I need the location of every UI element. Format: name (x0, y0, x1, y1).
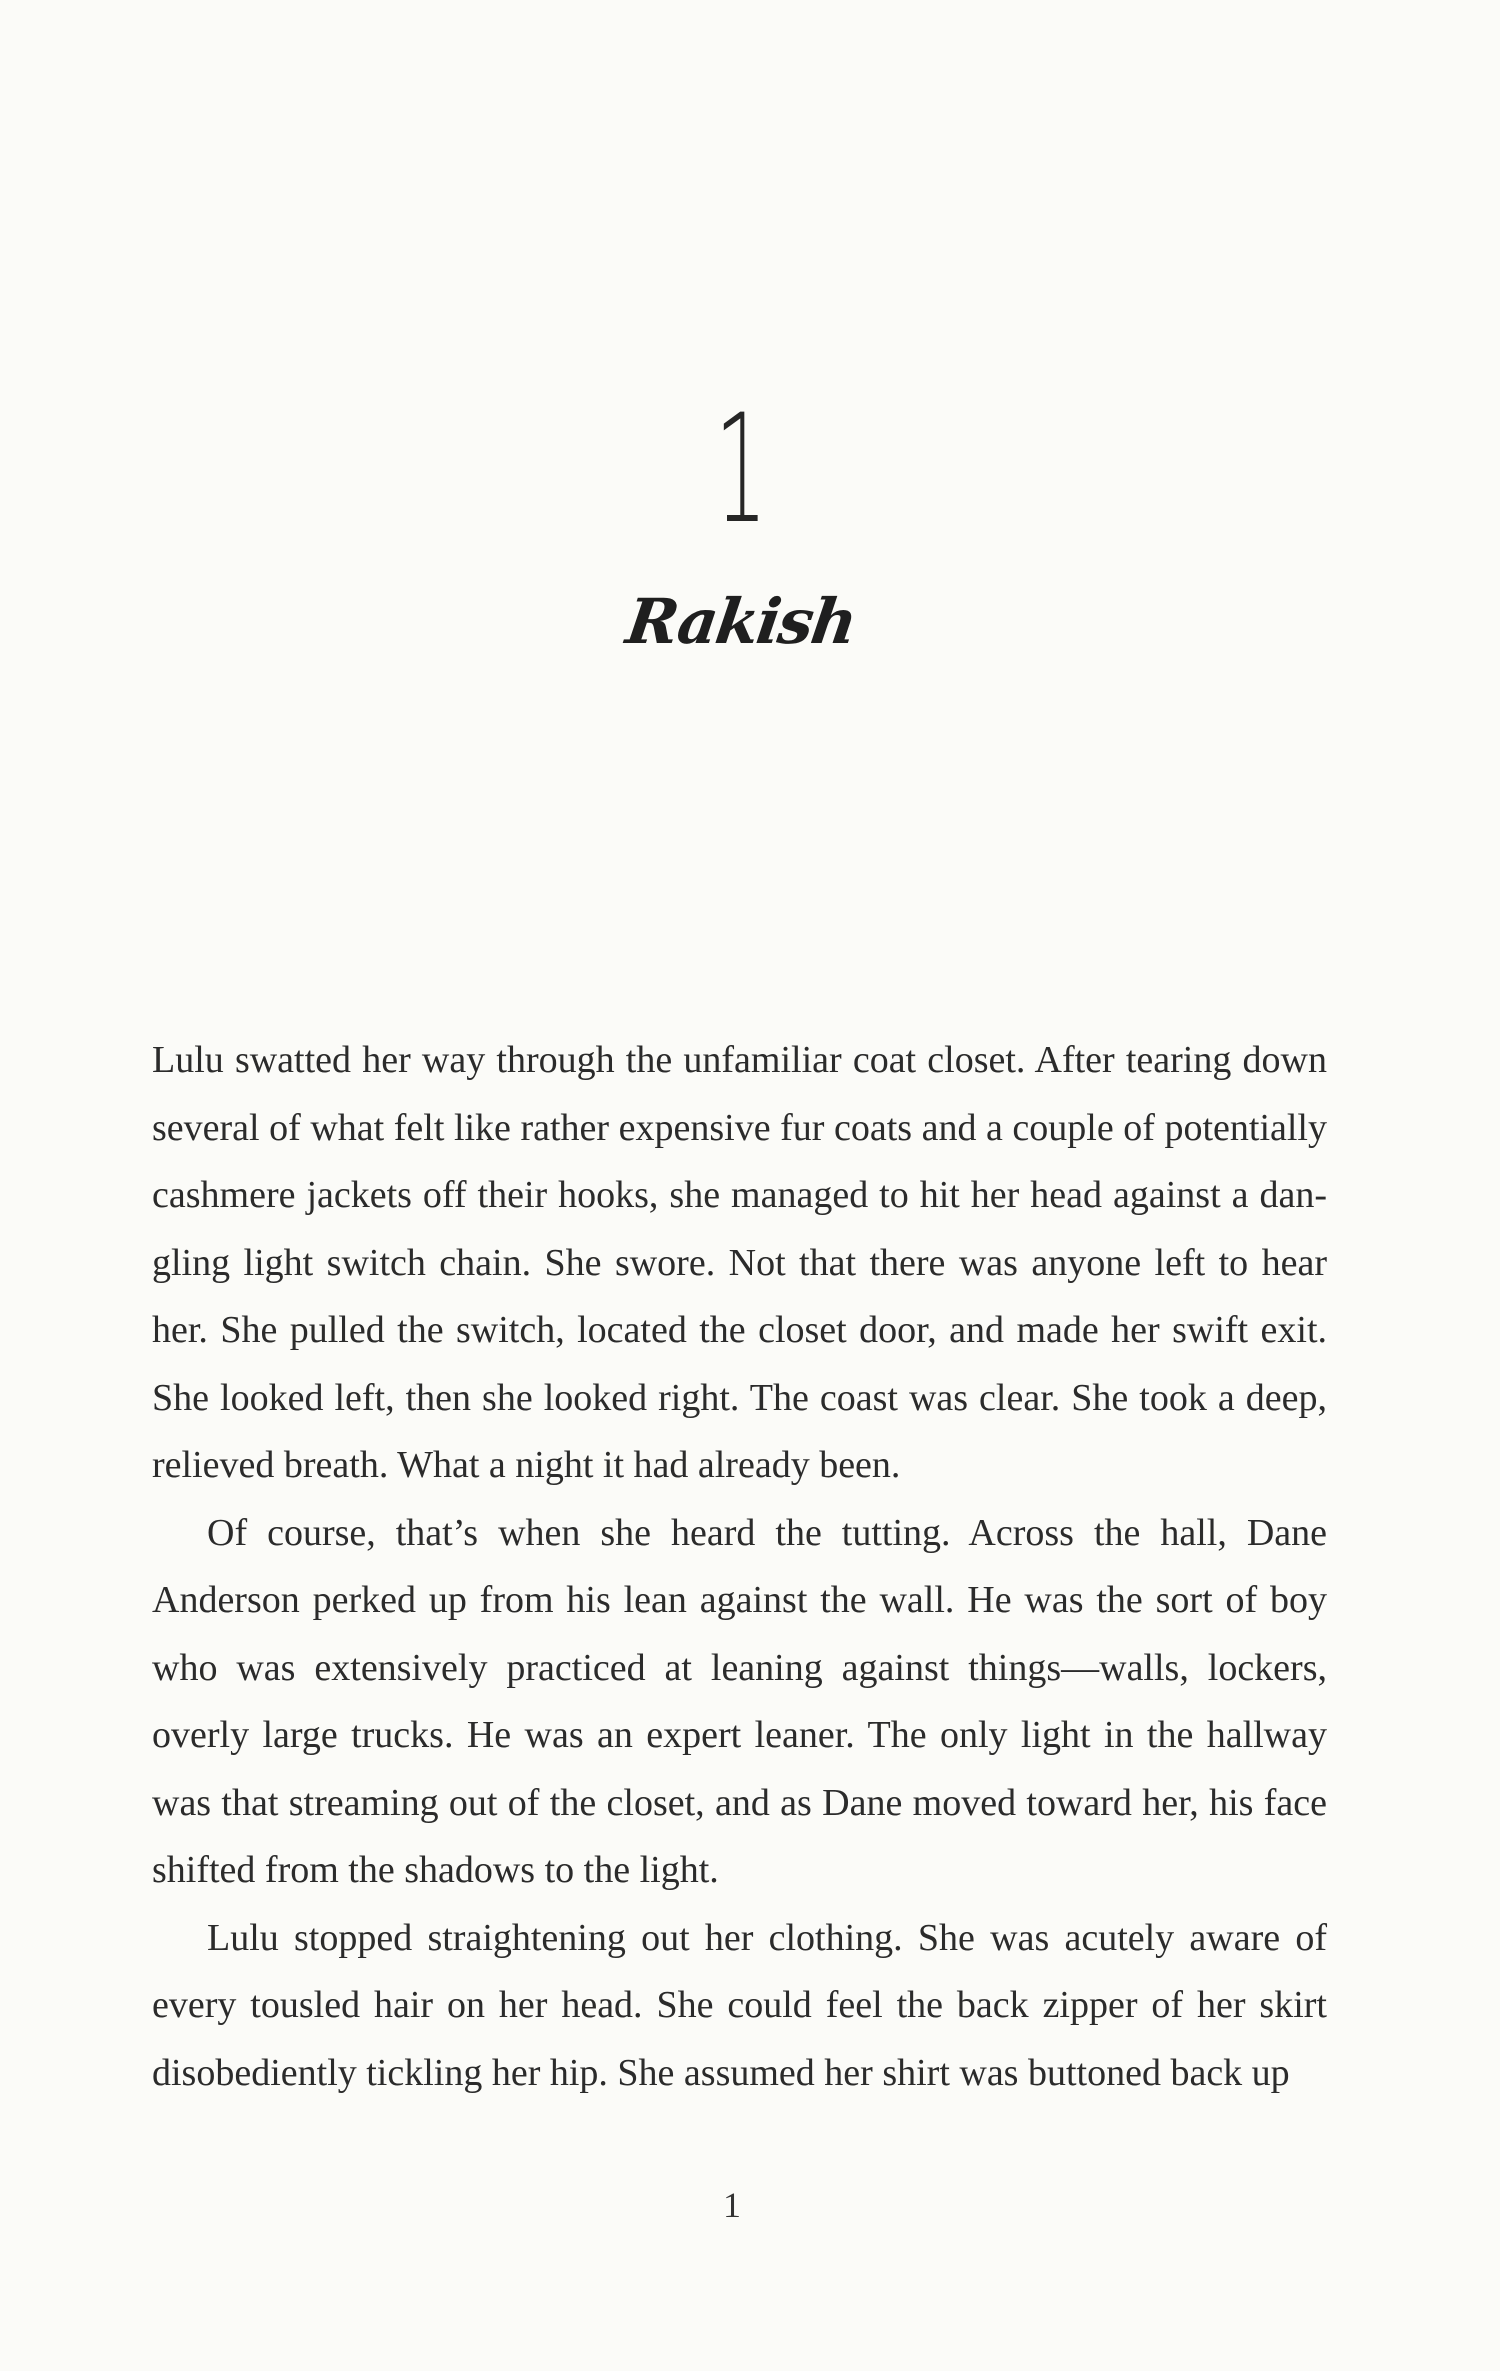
chapter-number: 1 (714, 383, 768, 557)
paragraph: Of course, that’s when she heard the tutting. Across the hall, Dane Anderson perked up from his lean against the wall. He was the sort of boy who was extensively practiced at leaning against things—walls, lockers, overly large trucks. He was an expert leaner. The only light in the hallway was that streaming out of the closet, and as Dane moved toward her, his face shifted from the shadows to the light. (152, 1511, 1327, 1891)
paragraph: Lulu swatted her way through the unfamiliar coat closet. After tearing down several of what felt like rather expensive fur coats and a couple of potentially cashmere jackets off their hooks, she managed to hit her head against a dangling light switch chain. She swore. Not that there was anyone left to hear her. She pulled the switch, located the closet door, and made her swift exit. She looked left, then she looked right. The coast was clear. She took a deep, relieved breath. What a night it had already been. (152, 1039, 1327, 1486)
page-number: 1 (723, 2185, 741, 2225)
chapter-title: Rakish (622, 585, 860, 658)
chapter-body (152, 1027, 1327, 2107)
paragraph: Lulu stopped straightening out her clothing. She was acutely aware of every tousled hair on her head. She could feel the back zipper of her skirt disobediently tickling her hip. She assumed her shirt was buttoned back up (152, 1916, 1327, 2094)
